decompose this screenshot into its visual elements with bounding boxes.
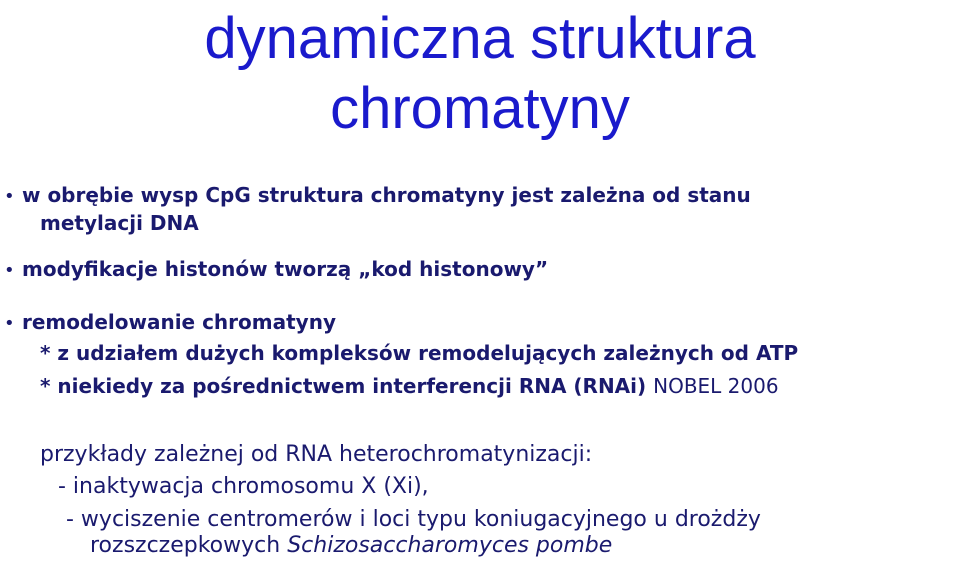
bullet-dot-icon: •	[4, 313, 15, 334]
bullet-2-line-1: modyfikacje histonów tworzą „kod histonowy”	[22, 257, 549, 281]
bullet-3-sub-2-text: * niekiedy za pośrednictwem interferencji RNA (RNAi)	[40, 374, 647, 398]
species-name: Schizosaccharomyces pombe	[287, 533, 613, 558]
bullet-1-line-2: metylacji DNA	[40, 211, 199, 235]
bullet-dot-icon: •	[4, 186, 15, 207]
nobel-note: NOBEL 2006	[653, 374, 779, 398]
bullet-1-line-1: w obrębie wysp CpG struktura chromatyny jest zależna od stanu	[22, 183, 751, 207]
examples-item-2-line-2	[90, 532, 612, 560]
examples-heading: przykłady zależnej od RNA heterochromatynizacji:	[40, 442, 593, 467]
bullet-3-line-1: remodelowanie chromatyny	[22, 310, 336, 334]
examples-item-2-prefix: rozszczepkowych	[90, 533, 281, 558]
slide-title	[0, 4, 960, 144]
bullet-3-sub-2	[40, 373, 779, 399]
slide-title-line-1: dynamiczna struktura	[204, 6, 756, 71]
bullet-3-sub-1: * z udziałem dużych kompleksów remodelujących zależnych od ATP	[40, 341, 799, 365]
bullet-dot-icon: •	[4, 260, 15, 281]
slide-title-line-2: chromatyny	[330, 76, 630, 141]
examples-item-2-line-1: - wyciszenie centromerów i loci typu koniugacyjnego u drożdży	[66, 507, 761, 532]
examples-item-1: - inaktywacja chromosomu X (Xi),	[58, 474, 429, 499]
